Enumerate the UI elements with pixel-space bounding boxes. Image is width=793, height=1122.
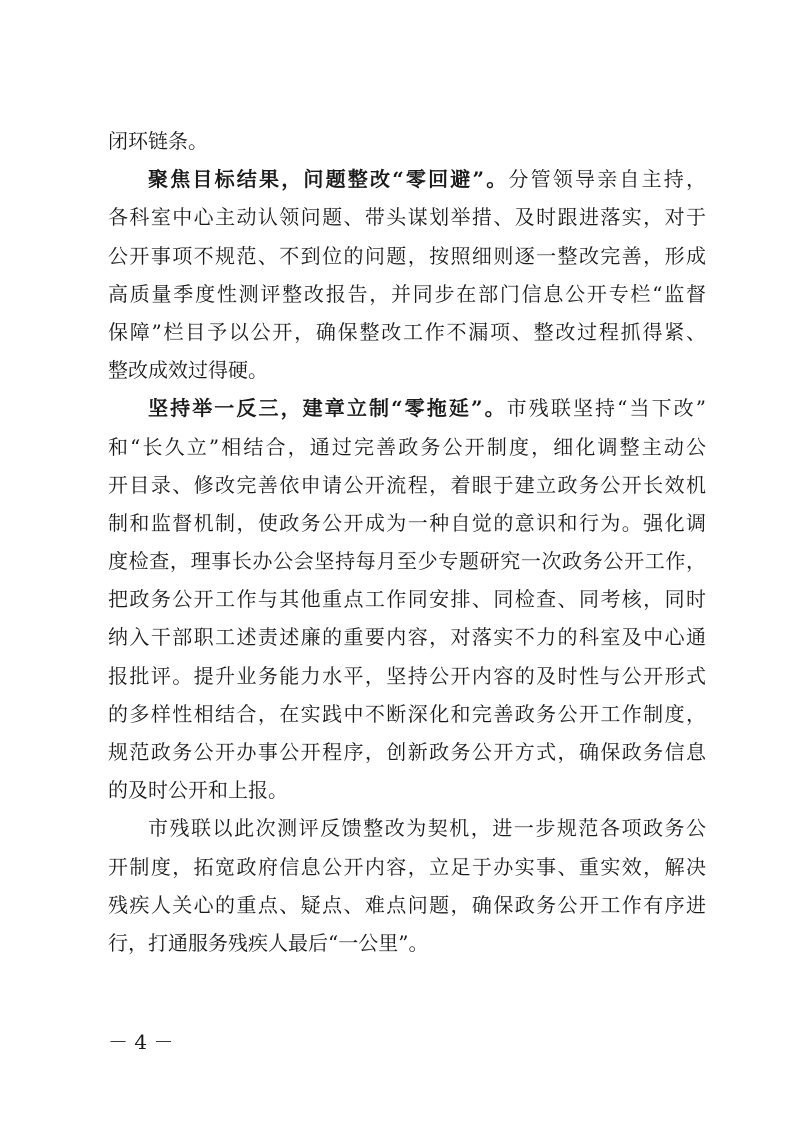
text-line bbox=[108, 198, 706, 236]
text-line bbox=[108, 160, 706, 198]
body-text bbox=[108, 122, 706, 962]
line-text: 度检查，理事长办公会坚持每月至少专题研究一次政务公开工作， bbox=[108, 549, 706, 574]
line-text: 规范政务公开办事公开程序，创新政务公开方式，确保政务信息 bbox=[108, 740, 706, 764]
text-line bbox=[108, 313, 706, 351]
text-line bbox=[108, 695, 706, 733]
page-number: － 4 － bbox=[108, 1030, 174, 1054]
line-text: 保障”栏目予以公开，确保整改工作不漏项、整改过程抓得紧、 bbox=[108, 319, 706, 344]
line-text: 开目录、修改完善依申请公开流程，着眼于建立政务公开长效机 bbox=[108, 472, 706, 497]
text-line bbox=[108, 428, 706, 466]
line-text: 闭环链条。 bbox=[108, 129, 208, 153]
text-line bbox=[108, 733, 706, 771]
text-line bbox=[108, 466, 706, 504]
line-text: 高质量季度性测评整改报告，并同步在部门信息公开专栏“监督 bbox=[108, 281, 706, 306]
text-line bbox=[108, 237, 706, 275]
line-text: 的多样性相结合，在实践中不断深化和完善政务公开工作制度， bbox=[108, 701, 706, 726]
line-text: 行，打通服务残疾人最后“一公里”。 bbox=[108, 930, 429, 955]
line-text: 制和监督机制，使政务公开成为一种自觉的意识和行为。强化调 bbox=[108, 510, 706, 535]
line-text: 把政务公开工作与其他重点工作同安排、同检查、同考核，同时 bbox=[108, 587, 706, 612]
text-line bbox=[108, 809, 706, 847]
text-line bbox=[108, 389, 706, 427]
text-line bbox=[108, 657, 706, 695]
bold-heading: 聚焦目标结果，问题整改“零回避”。 bbox=[148, 167, 509, 192]
text-line bbox=[108, 924, 706, 962]
text-line bbox=[108, 771, 706, 809]
line-text: 整改成效过得硬。 bbox=[108, 358, 268, 383]
text-line bbox=[108, 848, 706, 886]
line-text: 残疾人关心的重点、疑点、难点问题，确保政务公开工作有序进 bbox=[108, 892, 706, 917]
line-text: 公开事项不规范、不到位的问题，按照细则逐一整改完善，形成 bbox=[108, 243, 706, 268]
line-text: 报批评。提升业务能力水平，坚持公开内容的及时性与公开形式 bbox=[108, 663, 706, 688]
line-text: 分管领导亲自主持， bbox=[508, 167, 706, 192]
line-text: 市残联坚持“当下改” bbox=[506, 396, 706, 421]
line-text: 各科室中心主动认领问题、带头谋划举措、及时跟进落实，对于 bbox=[108, 205, 706, 230]
line-text: 和“长久立”相结合，通过完善政务公开制度，细化调整主动公 bbox=[108, 434, 706, 459]
text-line bbox=[108, 618, 706, 656]
line-text: 纳入干部职工述责述廉的重要内容，对落实不力的科室及中心通 bbox=[108, 625, 706, 650]
text-line bbox=[108, 275, 706, 313]
text-line bbox=[108, 542, 706, 580]
text-line bbox=[108, 886, 706, 924]
text-line bbox=[108, 122, 706, 160]
line-text: 的及时公开和上报。 bbox=[108, 778, 288, 803]
line-text: 市残联以此次测评反馈整改为契机，进一步规范各项政务公 bbox=[148, 816, 706, 841]
text-line bbox=[108, 351, 706, 389]
bold-heading: 坚持举一反三，建章立制“零拖延”。 bbox=[148, 396, 507, 421]
line-text: 开制度，拓宽政府信息公开内容，立足于办实事、重实效，解决 bbox=[108, 854, 706, 879]
text-line bbox=[108, 504, 706, 542]
text-line bbox=[108, 580, 706, 618]
